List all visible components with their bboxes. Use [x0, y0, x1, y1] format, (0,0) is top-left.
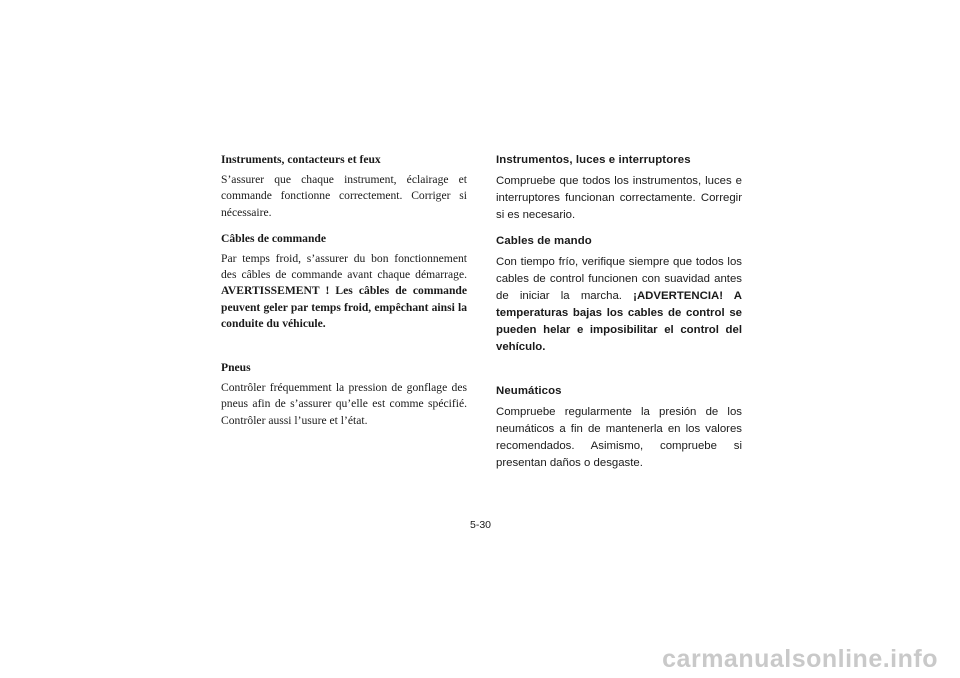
fr-instruments-text: S’assurer que chaque instrument, éclairage et commande fonctionne correctement. Corriger si nécessaire.: [221, 173, 467, 219]
watermark: carmanualsonline.info: [662, 645, 938, 673]
es-tires-text: Compruebe regularmente la presión de los neumáticos a fin de mantenerla en los valores recomendados. Asimismo, compruebe si presentan daños o desgaste.: [496, 406, 742, 469]
es-instruments-text: Compruebe que todos los instrumentos, luces e interruptores funcionan correctamente. Corregir si es necesario.: [496, 175, 742, 221]
fr-cables-heading: Câbles de commande: [221, 231, 326, 245]
french-column: [221, 152, 467, 429]
fr-tires-heading: Pneus: [221, 361, 251, 375]
es-instruments-heading: Instrumentos, luces e interruptores: [496, 154, 691, 166]
es-cables-warning: ¡ADVERTENCIA! A temperaturas bajas los cables de control se pueden helar e imposibilitar el control del vehículo.: [496, 290, 742, 353]
es-tires-heading: Neumáticos: [496, 385, 562, 397]
fr-instruments-heading: Instruments, contacteurs et feux: [221, 153, 381, 166]
fr-cables-text: Par temps froid, s’assurer du bon fonctionnement des câbles de commande avant chaque démarrage.: [221, 252, 467, 282]
page-number: 5-30: [470, 519, 492, 531]
fr-tires-text: Contrôler fréquemment la pression de gonflage des pneus afin de s’assurer qu’elle est comme spécifié. Contrôler aussi l’usure et l’état.: [221, 381, 467, 427]
fr-cables-paragraph: [221, 251, 467, 332]
es-cables-text: Con tiempo frío, verifique siempre que todos los cables de control funcionen con suavidad antes de iniciar la marcha.: [496, 256, 742, 302]
es-cables-heading: Cables de mando: [496, 235, 592, 247]
fr-cables-warning: AVERTISSEMENT ! Les câbles de commande peuvent geler par temps froid, empêchant ainsi la conduite du véhicule.: [221, 284, 467, 330]
es-cables-paragraph: [496, 254, 742, 356]
spanish-column: [496, 152, 742, 472]
